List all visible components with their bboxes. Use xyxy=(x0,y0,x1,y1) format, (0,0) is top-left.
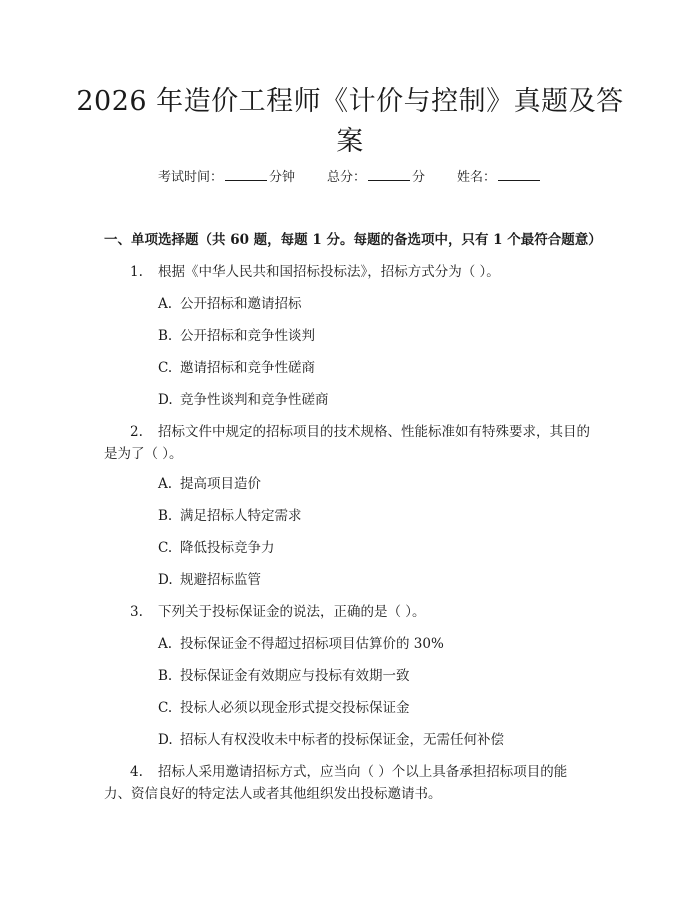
option-3b xyxy=(158,666,410,686)
name-label: 姓名： xyxy=(457,170,497,185)
option-2a xyxy=(158,474,261,494)
option-letter: C. xyxy=(158,540,173,556)
option-letter: B. xyxy=(158,328,173,344)
option-text: 投标保证金不得超过招标项目估算价的 30% xyxy=(180,636,444,652)
document-title xyxy=(60,82,640,162)
question-number: 3. xyxy=(130,604,143,620)
option-2b xyxy=(158,506,302,526)
question-4 xyxy=(130,762,567,782)
option-1c xyxy=(158,358,315,378)
exam-time-unit: 分钟 xyxy=(268,170,295,185)
total-score-label: 总分： xyxy=(326,170,366,185)
option-1a xyxy=(158,294,302,314)
option-text: 降低投标竞争力 xyxy=(180,540,275,556)
option-letter: B. xyxy=(158,508,173,524)
option-text: 投标保证金有效期应与投标有效期一致 xyxy=(180,668,410,684)
total-score-blank xyxy=(368,168,410,181)
exam-time-label: 考试时间： xyxy=(157,170,223,185)
question-number: 2. xyxy=(130,424,143,440)
question-text: 下列关于投标保证金的说法，正确的是（ ）。 xyxy=(158,604,426,620)
title-line-2: 案 xyxy=(336,126,364,157)
option-text: 招标人有权没收未中标者的投标保证金，无需任何补偿 xyxy=(180,732,504,748)
question-text: 招标文件中规定的招标项目的技术规格、性能标准如有特殊要求，其目的 xyxy=(158,424,590,440)
option-2d xyxy=(158,570,261,590)
option-text: 投标人必须以现金形式提交投标保证金 xyxy=(180,700,410,716)
section-heading: 一、单项选择题（共 60 题，每题 1 分。每题的备选项中，只有 1 个最符合题意） xyxy=(104,232,602,248)
option-3d xyxy=(158,730,504,750)
option-text: 满足招标人特定需求 xyxy=(180,508,302,524)
option-letter: A. xyxy=(158,296,173,312)
option-letter: B. xyxy=(158,668,173,684)
option-text: 公开招标和竞争性谈判 xyxy=(180,328,315,344)
option-text: 规避招标监管 xyxy=(180,572,261,588)
option-letter: A. xyxy=(158,636,173,652)
name-blank xyxy=(498,168,540,181)
option-text: 邀请招标和竞争性磋商 xyxy=(180,360,315,376)
option-3a xyxy=(158,634,444,654)
exam-info-line xyxy=(0,168,700,188)
option-letter: D. xyxy=(158,572,173,588)
question-text: 根据《中华人民共和国招标投标法》，招标方式分为（ ）。 xyxy=(158,264,500,280)
option-letter: A. xyxy=(158,476,173,492)
option-text: 竞争性谈判和竞争性磋商 xyxy=(180,392,329,408)
question-4-continued: 力、资信良好的特定法人或者其他组织发出投标邀请书。 xyxy=(104,786,442,802)
question-number: 4. xyxy=(130,764,143,780)
option-3c xyxy=(158,698,410,718)
question-text: 招标人采用邀请招标方式，应当向（ ）个以上具备承担招标项目的能 xyxy=(158,764,568,780)
option-1d xyxy=(158,390,329,410)
question-number: 1. xyxy=(130,264,143,280)
title-line-1: 2026 年造价工程师《计价与控制》真题及答 xyxy=(76,86,624,117)
option-2c xyxy=(158,538,275,558)
option-text: 公开招标和邀请招标 xyxy=(180,296,302,312)
option-1b xyxy=(158,326,315,346)
question-2-continued: 是为了（ ）。 xyxy=(104,446,183,462)
option-letter: C. xyxy=(158,700,173,716)
exam-time-blank xyxy=(225,168,267,181)
question-2 xyxy=(130,422,590,442)
question-1 xyxy=(130,262,500,282)
option-letter: D. xyxy=(158,732,173,748)
question-3 xyxy=(130,602,426,622)
option-letter: C. xyxy=(158,360,173,376)
option-letter: D. xyxy=(158,392,173,408)
option-text: 提高项目造价 xyxy=(180,476,261,492)
total-score-unit: 分 xyxy=(412,170,426,185)
